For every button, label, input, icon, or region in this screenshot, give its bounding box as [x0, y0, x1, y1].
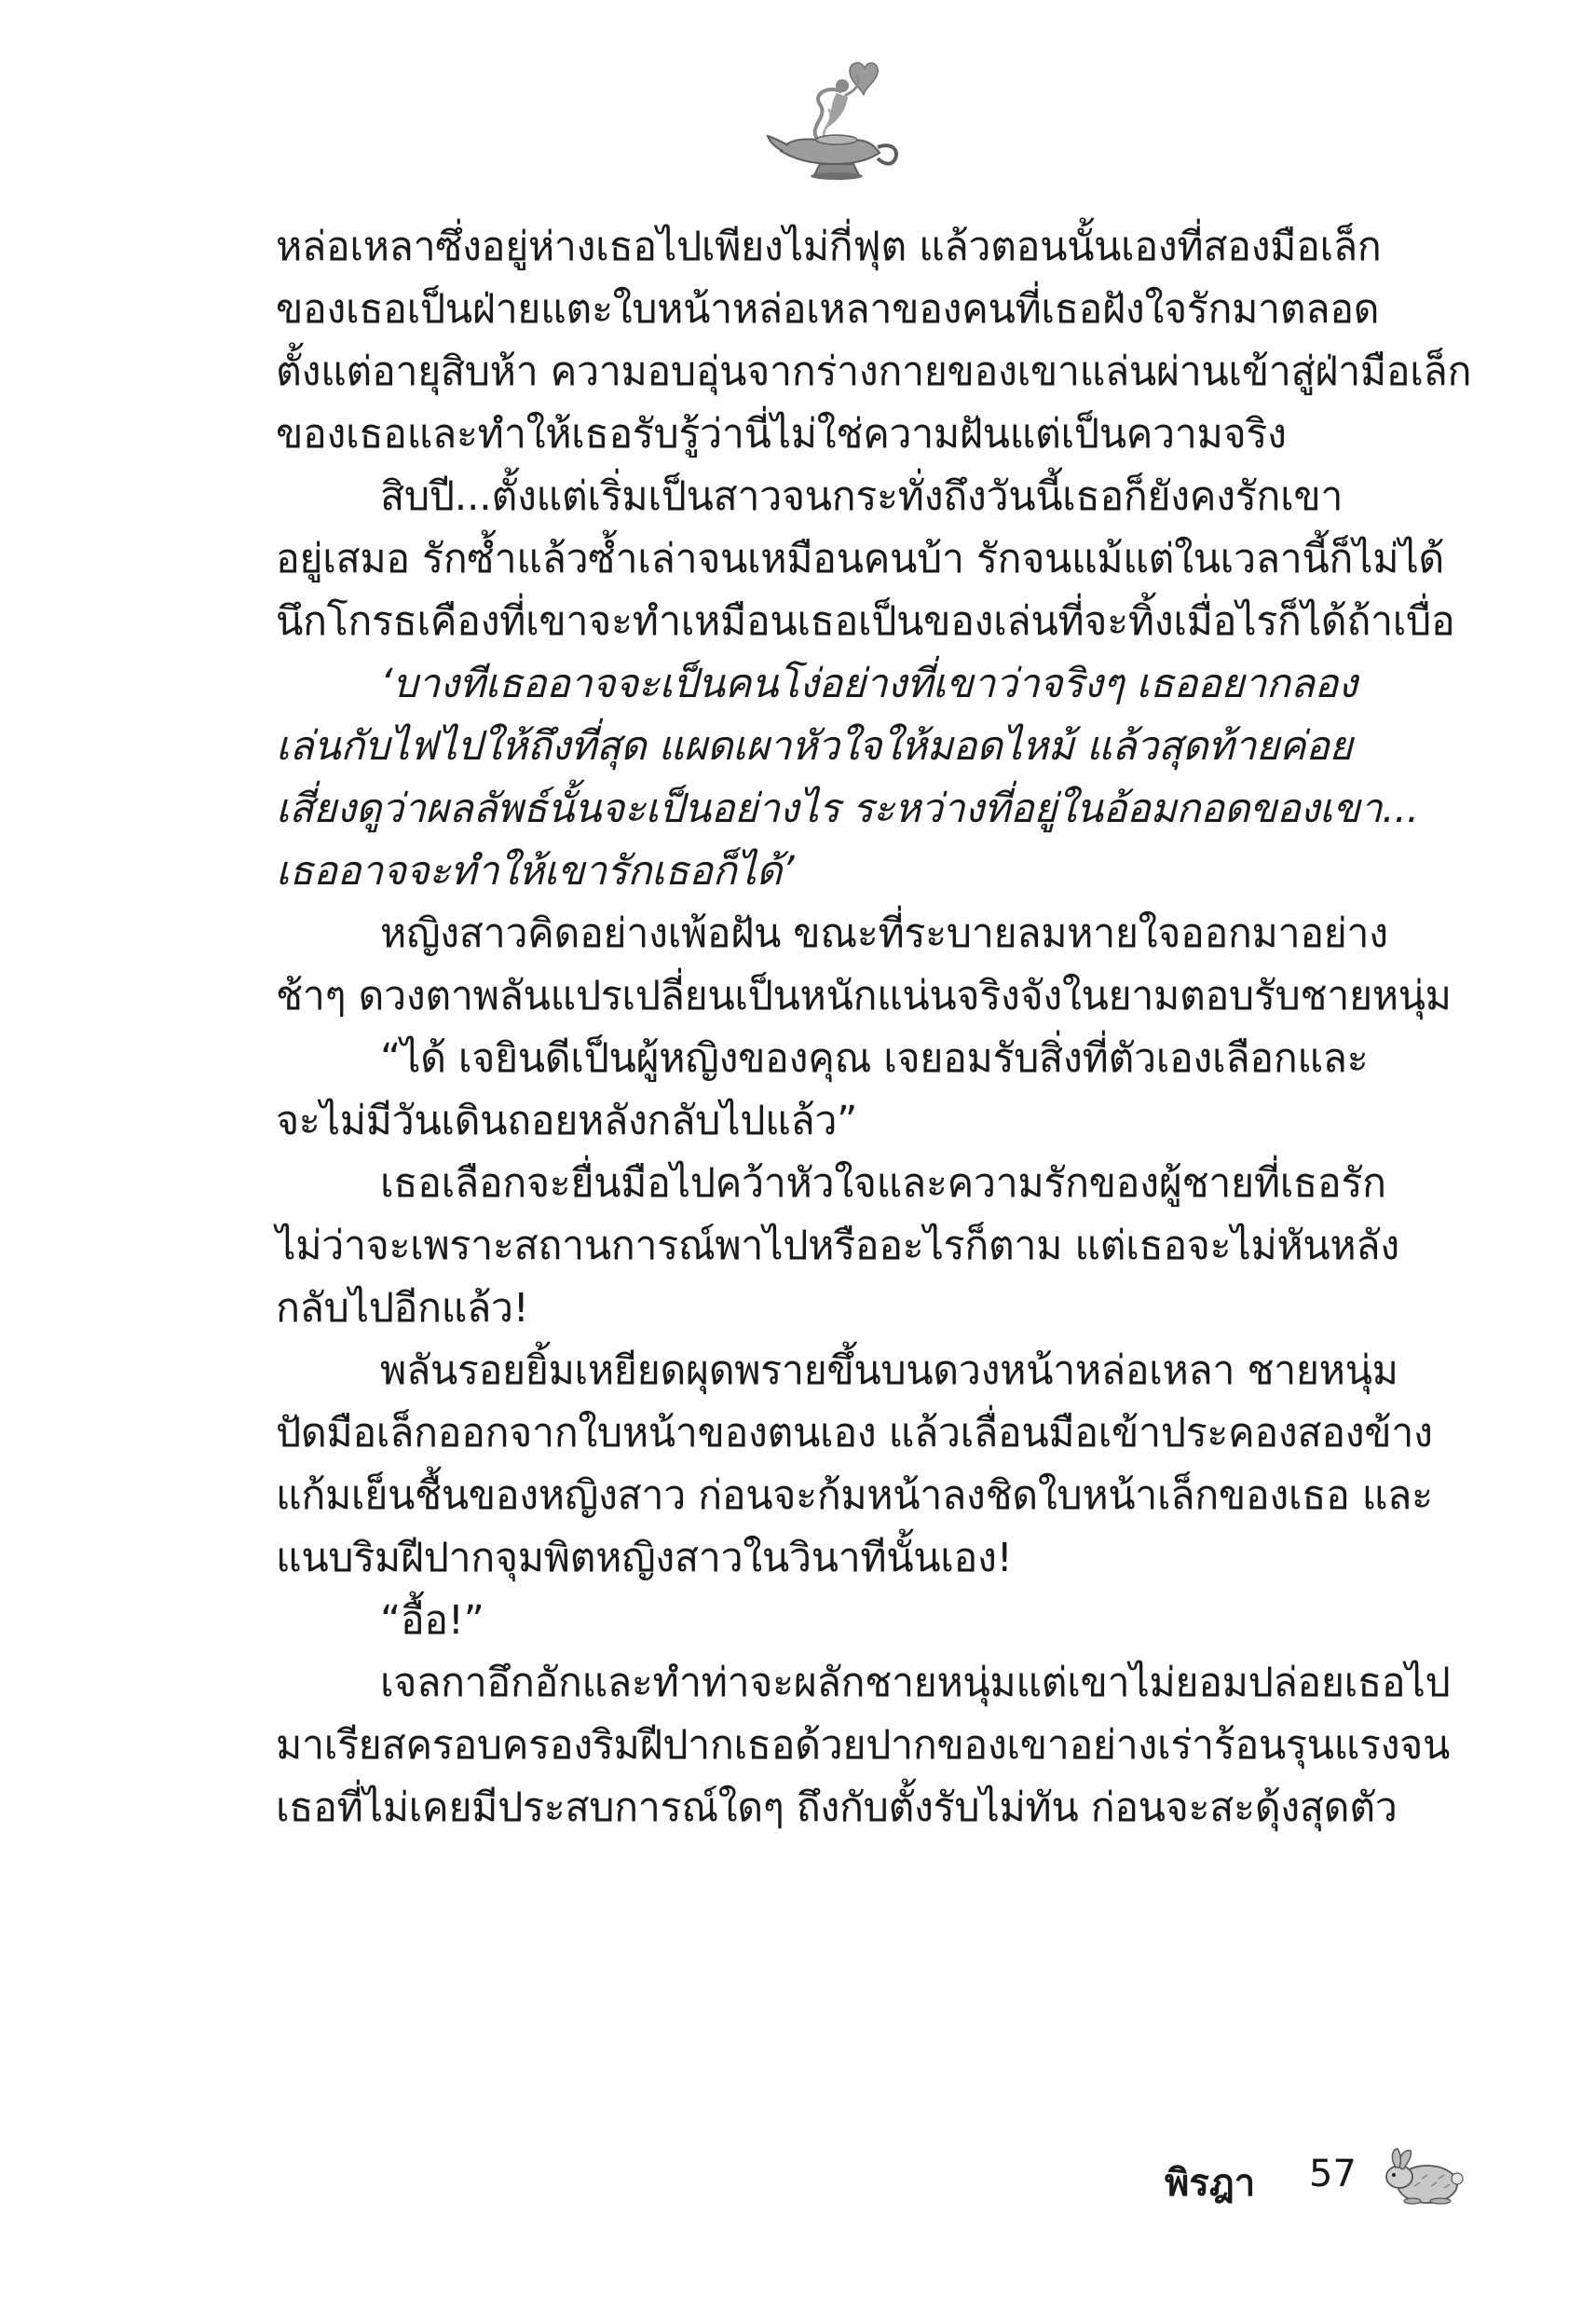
text-line: ช้าๆ ดวงตาพลันแปรเปลี่ยนเป็นหนักแน่นจริงจังในยามตอบรับชายหนุ่ม — [276, 973, 1452, 1019]
text-line: “อื้อ!” — [380, 1597, 484, 1644]
text-line-italic: ‘บางทีเธออาจจะเป็นคนโง่อย่างที่เขาว่าจริงๆ เธออยากลอง — [380, 661, 1357, 707]
text-line: จะไม่มีวันเดินถอยหลังกลับไปแล้ว” — [276, 1098, 857, 1144]
text-line: เธอที่ไม่เคยมีประสบการณ์ใดๆ ถึงกับตั้งรับไม่ทัน ก่อนจะสะดุ้งสุดตัว — [276, 1785, 1398, 1831]
text-line: ของเธอเป็นฝ่ายแตะใบหน้าหล่อเหลาของคนที่เธอฝังใจรักมาตลอด — [276, 286, 1380, 333]
text-line-italic: เล่นกับไฟไปให้ถึงที่สุด แผดเผาหัวใจให้มอดไหม้ แล้วสุดท้ายค่อย — [276, 723, 1353, 770]
text-line: เจลกาอึกอักและทำท่าจะผลักชายหนุ่มแต่เขาไม่ยอมปล่อยเธอไป — [380, 1660, 1451, 1706]
text-line: ไม่ว่าจะเพราะสถานการณ์พาไปหรืออะไรก็ตาม แต่เธอจะไม่หันหลัง — [276, 1223, 1399, 1269]
text-line: ของเธอและทำให้เธอรับรู้ว่านี่ไม่ใช่ความฝันแต่เป็นความจริง — [276, 411, 1287, 458]
text-line: ตั้งแต่อายุสิบห้า ความอบอุ่นจากร่างกายของเขาแล่นผ่านเข้าสู่ฝ่ามือเล็ก — [276, 349, 1472, 395]
text-line: แก้มเย็นชื้นของหญิงสาว ก่อนจะก้มหน้าลงชิดใบหน้าเล็กของเธอ และ — [276, 1472, 1433, 1519]
page-number: 57 — [1309, 2153, 1357, 2195]
rabbit-icon — [1379, 2143, 1467, 2208]
text-line: แนบริมฝีปากจุมพิตหญิงสาวในวินาทีนั้นเอง! — [276, 1535, 1013, 1581]
body-text — [276, 216, 1472, 1839]
text-line: กลับไปอีกแล้ว! — [276, 1285, 529, 1332]
text-line: มาเรียสครอบครองริมฝีปากเธอด้วยปากของเขาอย่างเร่าร้อนรุนแรงจน — [276, 1722, 1450, 1769]
text-line: สิบปี...ตั้งแต่เริ่มเป็นสาวจนกระทั่งถึงวันนี้เธอก็ยังคงรักเขา — [380, 473, 1344, 520]
text-line: “ได้ เจยินดีเป็นผู้หญิงของคุณ เจยอมรับสิ่งที่ตัวเองเลือกและ — [380, 1035, 1369, 1082]
text-line: นึกโกรธเคืองที่เขาจะทำเหมือนเธอเป็นของเล่นที่จะทิ้งเมื่อไรก็ได้ถ้าเบื่อ — [276, 598, 1455, 645]
text-line-italic: เธออาจจะทำให้เขารักเธอก็ได้’ — [276, 848, 795, 895]
text-line: หญิงสาวคิดอย่างเพ้อฝัน ขณะที่ระบายลมหายใจออกมาอย่าง — [380, 910, 1388, 957]
text-line: หล่อเหลาซึ่งอยู่ห่างเธอไปเพียงไม่กี่ฟุต แล้วตอนนั้นเองที่สองมือเล็ก — [276, 224, 1382, 270]
text-line: อยู่เสมอ รักซ้ำแล้วซ้ำเล่าจนเหมือนคนบ้า รักจนแม้แต่ในเวลานี้ก็ไม่ได้ — [276, 536, 1444, 582]
text-line: พลันรอยยิ้มเหยียดผุดพรายขึ้นบนดวงหน้าหล่อเหลา ชายหนุ่ม — [380, 1347, 1398, 1394]
genie-lamp-icon — [764, 54, 904, 185]
text-line: ปัดมือเล็กออกจากใบหน้าของตนเอง แล้วเลื่อนมือเข้าประคองสองข้าง — [276, 1410, 1433, 1456]
text-line: เธอเลือกจะยื่นมือไปคว้าหัวใจและความรักของผู้ชายที่เธอรัก — [380, 1160, 1386, 1207]
footer-author: พิรฎา — [1165, 2162, 1256, 2205]
page-footer — [1165, 2143, 1472, 2218]
text-line-italic: เสี่ยงดูว่าผลลัพธ์นั้นจะเป็นอย่างไร ระหว่างที่อยู่ในอ้อมกอดของเขา... — [276, 786, 1419, 832]
